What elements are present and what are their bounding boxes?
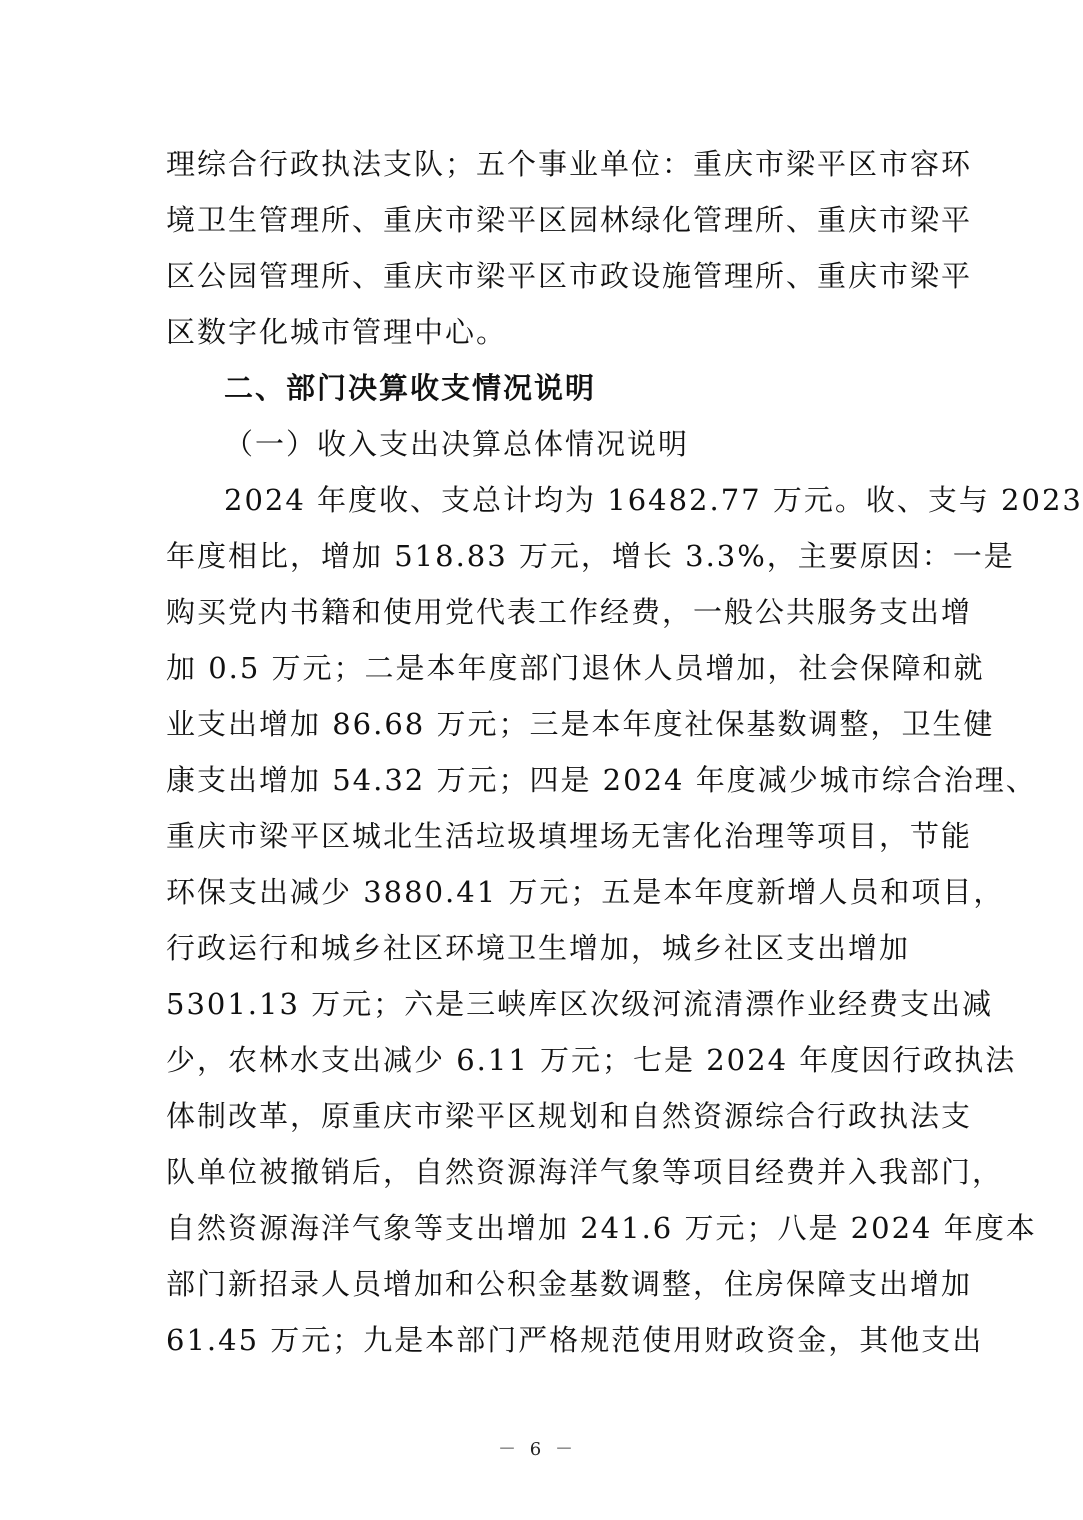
paragraph-line: 境卫生管理所、重庆市梁平区园林绿化管理所、重庆市梁平	[166, 203, 973, 237]
paragraph-line: 年度相比，增加 518.83 万元，增长 3.3%，主要原因：一是	[166, 539, 1015, 573]
paragraph-line: 61.45 万元；九是本部门严格规范使用财政资金，其他支出	[166, 1323, 984, 1357]
document-body	[166, 136, 1083, 1368]
paragraph-line: 行政运行和城乡社区环境卫生增加，城乡社区支出增加	[166, 931, 911, 965]
paragraph-line: 部门新招录人员增加和公积金基数调整，住房保障支出增加	[166, 1267, 973, 1301]
paragraph-line: 区数字化城市管理中心。	[166, 315, 508, 349]
paragraph-line: 环保支出减少 3880.41 万元；五是本年度新增人员和项目，	[166, 875, 1005, 909]
paragraph-line: 自然资源海洋气象等支出增加 241.6 万元；八是 2024 年度本	[166, 1211, 1037, 1245]
paragraph-line: 体制改革，原重庆市梁平区规划和自然资源综合行政执法支	[166, 1099, 973, 1133]
section-heading: 二、部门决算收支情况说明	[224, 371, 597, 405]
paragraph-line: 康支出增加 54.32 万元；四是 2024 年度减少城市综合治理、	[166, 763, 1037, 797]
paragraph-line: 加 0.5 万元；二是本年度部门退休人员增加，社会保障和就	[166, 651, 985, 685]
paragraph-line: 2024 年度收、支总计均为 16482.77 万元。收、支与 2023	[224, 483, 1083, 517]
subsection-heading: （一）收入支出决算总体情况说明	[224, 427, 690, 461]
paragraph-line: 队单位被撤销后，自然资源海洋气象等项目经费并入我部门，	[166, 1155, 1004, 1189]
paragraph-line: 重庆市梁平区城北生活垃圾填埋场无害化治理等项目，节能	[166, 819, 973, 853]
paragraph-line: 业支出增加 86.68 万元；三是本年度社保基数调整，卫生健	[166, 707, 995, 741]
page-number: － 6 －	[498, 1439, 577, 1460]
paragraph-line: 5301.13 万元；六是三峡库区次级河流清漂作业经费支出减	[166, 987, 994, 1021]
paragraph-line: 理综合行政执法支队；五个事业单位：重庆市梁平区市容环	[166, 147, 973, 181]
paragraph-line: 少，农林水支出减少 6.11 万元；七是 2024 年度因行政执法	[166, 1043, 1017, 1077]
paragraph-line: 区公园管理所、重庆市梁平区市政设施管理所、重庆市梁平	[166, 259, 973, 293]
paragraph-line: 购买党内书籍和使用党代表工作经费，一般公共服务支出增	[166, 595, 973, 629]
